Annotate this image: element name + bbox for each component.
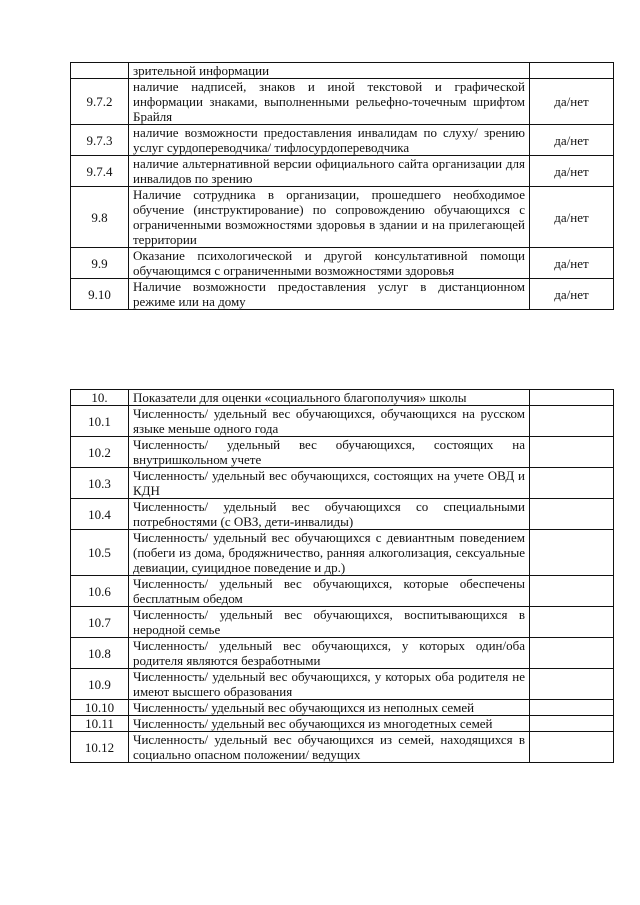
row-number: 10.6 bbox=[71, 576, 129, 607]
row-value: да/нет bbox=[530, 79, 614, 125]
row-number bbox=[71, 63, 129, 79]
row-text: Численность/ удельный вес обучающихся с девиантным поведением (побеги из дома, бродяжничество, ранняя алкоголизация, сексуальные девиации, суицидное поведение и др.) bbox=[129, 530, 530, 576]
row-text: наличие альтернативной версии официального сайта организации для инвалидов по зрению bbox=[129, 156, 530, 187]
row-value bbox=[530, 406, 614, 437]
row-text: Оказание психологической и другой консультативной помощи обучающимся с ограниченными возможностями здоровья bbox=[129, 248, 530, 279]
row-number: 9.7.3 bbox=[71, 125, 129, 156]
row-number: 10.3 bbox=[71, 468, 129, 499]
row-value bbox=[530, 576, 614, 607]
row-number: 9.10 bbox=[71, 279, 129, 310]
row-number: 10.1 bbox=[71, 406, 129, 437]
table-header-row bbox=[71, 390, 614, 406]
row-number: 10.9 bbox=[71, 669, 129, 700]
row-text: Численность/ удельный вес обучающихся из многодетных семей bbox=[129, 716, 530, 732]
row-value: да/нет bbox=[530, 279, 614, 310]
row-text: Наличие сотрудника в организации, прошедшего необходимое обучение (инструктирование) по сопровождению обучающихся с ограниченными возможностями здоровья в здании и на прилегающей территории bbox=[129, 187, 530, 248]
row-number: 9.7.4 bbox=[71, 156, 129, 187]
table-row bbox=[71, 499, 614, 530]
row-number: 10.12 bbox=[71, 732, 129, 763]
row-value: да/нет bbox=[530, 248, 614, 279]
row-number: 9.9 bbox=[71, 248, 129, 279]
table-row bbox=[71, 156, 614, 187]
section-title: Показатели для оценки «социального благополучия» школы bbox=[129, 390, 530, 406]
table-row bbox=[71, 437, 614, 468]
table-row bbox=[71, 669, 614, 700]
section-number: 10. bbox=[71, 390, 129, 406]
row-text: Численность/ удельный вес обучающихся, у которых один/оба родителя являются безработными bbox=[129, 638, 530, 669]
row-text: Численность/ удельный вес обучающихся, состоящих на внутришкольном учете bbox=[129, 437, 530, 468]
row-text: Численность/ удельный вес обучающихся, обучающихся на русском языке меньше одного года bbox=[129, 406, 530, 437]
row-text: зрительной информации bbox=[129, 63, 530, 79]
row-value: да/нет bbox=[530, 187, 614, 248]
row-text: Численность/ удельный вес обучающихся из семей, находящихся в социально опасном положении/ ведущих bbox=[129, 732, 530, 763]
row-value: да/нет bbox=[530, 156, 614, 187]
row-number: 10.4 bbox=[71, 499, 129, 530]
row-number: 10.11 bbox=[71, 716, 129, 732]
row-number: 10.2 bbox=[71, 437, 129, 468]
row-text: наличие возможности предоставления инвалидам по слуху/ зрению услуг сурдопереводчика/ тифлосурдопереводчика bbox=[129, 125, 530, 156]
table-row bbox=[71, 248, 614, 279]
row-value bbox=[530, 530, 614, 576]
table-row bbox=[71, 468, 614, 499]
row-value bbox=[530, 63, 614, 79]
table-row bbox=[71, 279, 614, 310]
table-row bbox=[71, 716, 614, 732]
row-number: 10.7 bbox=[71, 607, 129, 638]
row-value bbox=[530, 669, 614, 700]
table-row bbox=[71, 576, 614, 607]
accessibility-indicators-table bbox=[70, 62, 614, 310]
row-text: Численность/ удельный вес обучающихся, состоящих на учете ОВД и КДН bbox=[129, 468, 530, 499]
row-value bbox=[530, 437, 614, 468]
row-text: наличие надписей, знаков и иной текстовой и графической информации знаками, выполненными рельефно-точечным шрифтом Брайля bbox=[129, 79, 530, 125]
table-row bbox=[71, 530, 614, 576]
row-value: да/нет bbox=[530, 125, 614, 156]
row-value bbox=[530, 468, 614, 499]
row-value bbox=[530, 716, 614, 732]
row-number: 10.8 bbox=[71, 638, 129, 669]
section-value bbox=[530, 390, 614, 406]
row-text: Численность/ удельный вес обучающихся, у которых оба родителя не имеют высшего образования bbox=[129, 669, 530, 700]
row-value bbox=[530, 732, 614, 763]
table-row bbox=[71, 700, 614, 716]
row-text: Наличие возможности предоставления услуг в дистанционном режиме или на дому bbox=[129, 279, 530, 310]
table-row bbox=[71, 187, 614, 248]
table-row bbox=[71, 79, 614, 125]
table-row bbox=[71, 732, 614, 763]
row-value bbox=[530, 607, 614, 638]
table-row bbox=[71, 607, 614, 638]
table-row bbox=[71, 63, 614, 79]
row-text: Численность/ удельный вес обучающихся, воспитывающихся в неродной семье bbox=[129, 607, 530, 638]
row-value bbox=[530, 638, 614, 669]
row-number: 9.8 bbox=[71, 187, 129, 248]
row-number: 10.5 bbox=[71, 530, 129, 576]
table-row bbox=[71, 406, 614, 437]
row-text: Численность/ удельный вес обучающихся из неполных семей bbox=[129, 700, 530, 716]
table-row bbox=[71, 125, 614, 156]
row-text: Численность/ удельный вес обучающихся, которые обеспечены бесплатным обедом bbox=[129, 576, 530, 607]
social-wellbeing-indicators-table bbox=[70, 389, 614, 763]
row-number: 9.7.2 bbox=[71, 79, 129, 125]
row-value bbox=[530, 700, 614, 716]
row-number: 10.10 bbox=[71, 700, 129, 716]
row-text: Численность/ удельный вес обучающихся со специальными потребностями (с ОВЗ, дети-инвалиды) bbox=[129, 499, 530, 530]
table-row bbox=[71, 638, 614, 669]
row-value bbox=[530, 499, 614, 530]
